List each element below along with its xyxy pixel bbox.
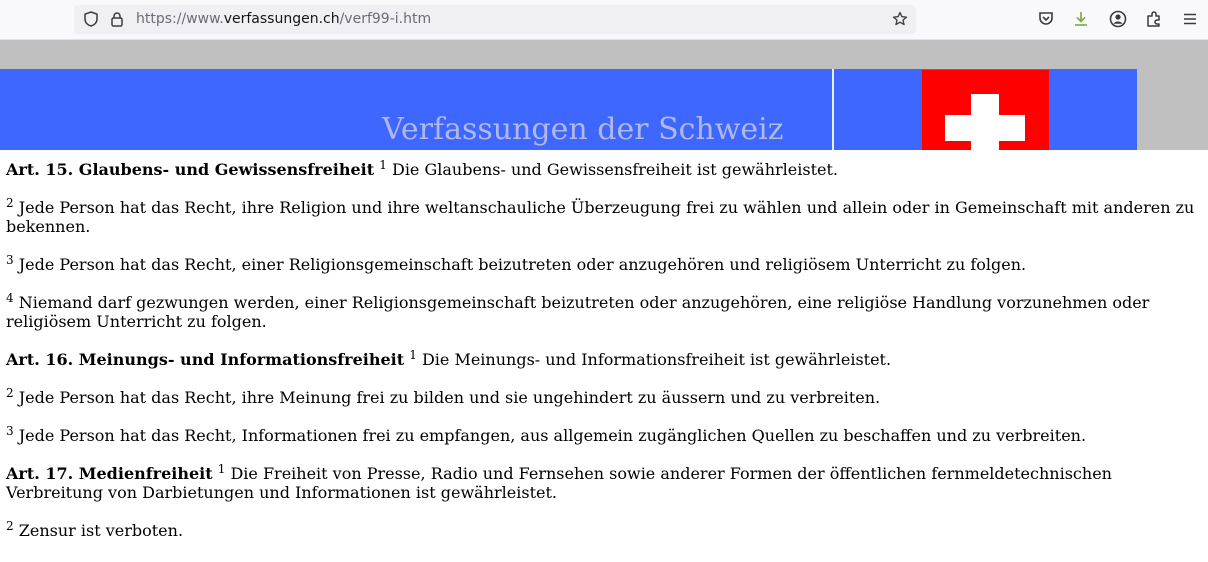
flag-cross-horizontal	[945, 115, 1025, 141]
article-paragraph	[6, 255, 1202, 274]
paragraph-number: 1	[379, 158, 387, 172]
account-icon[interactable]	[1109, 10, 1127, 28]
download-icon[interactable]	[1072, 10, 1090, 28]
paragraph-number: 2	[6, 386, 14, 400]
article-paragraph	[6, 293, 1202, 331]
article-heading: Art. 15. Glaubens- und Gewissensfreiheit	[6, 160, 375, 179]
site-title: Verfassungen der Schweiz	[382, 112, 784, 147]
paragraph-text: Die Freiheit von Presse, Radio und Fernsehen sowie anderer Formen der öffentlichen fernmeldetechnischen Verbreitung von Darbietungen und Informationen ist gewährleistet.	[6, 464, 1112, 502]
banner-divider	[832, 69, 834, 150]
url-bar[interactable]	[74, 5, 916, 34]
swiss-flag-icon	[922, 70, 1049, 150]
paragraph-number: 3	[6, 253, 14, 267]
extensions-icon[interactable]	[1145, 10, 1163, 28]
article-heading: Art. 17. Medienfreiheit	[6, 464, 213, 483]
article-paragraph	[6, 464, 1202, 502]
paragraph-text: Jede Person hat das Recht, Informationen frei zu empfangen, aus allgemein zugänglichen Quellen zu beschaffen und zu verbreiten.	[18, 426, 1087, 445]
paragraph-text: Jede Person hat das Recht, ihre Religion und ihre weltanschauliche Überzeugung frei zu wählen und allein oder in Gemeinschaft mit anderen zu bekennen.	[6, 198, 1195, 236]
paragraph-number: 2	[6, 519, 14, 533]
url-domain: verfassungen.ch	[223, 11, 340, 27]
bookmark-star-icon[interactable]	[892, 11, 908, 27]
article-paragraph	[6, 160, 1202, 179]
article-paragraph	[6, 521, 1202, 540]
pocket-icon[interactable]	[1037, 10, 1055, 28]
article-paragraph	[6, 350, 1202, 369]
shield-icon[interactable]	[83, 11, 99, 27]
url-text[interactable]	[136, 11, 431, 27]
url-path: /verf99-i.htm	[339, 11, 432, 27]
menu-icon[interactable]	[1181, 10, 1199, 28]
article-paragraph	[6, 426, 1202, 445]
browser-toolbar	[0, 0, 1208, 40]
paragraph-number: 2	[6, 196, 14, 210]
paragraph-text: Jede Person hat das Recht, ihre Meinung frei zu bilden und sie ungehindert zu äussern und zu verbreiten.	[18, 388, 881, 407]
paragraph-text: Jede Person hat das Recht, einer Religionsgemeinschaft beizutreten oder anzugehören und religiösem Unterricht zu folgen.	[18, 255, 1027, 274]
paragraph-text: Niemand darf gezwungen werden, einer Religionsgemeinschaft beizutreten oder anzugehören, eine religiöse Handlung vorzunehmen oder religiösem Unterricht zu folgen.	[6, 293, 1150, 331]
article-paragraph	[6, 198, 1202, 236]
paragraph-text: Die Glaubens- und Gewissensfreiheit ist gewährleistet.	[391, 160, 838, 179]
paragraph-number: 1	[409, 348, 417, 362]
paragraph-number: 4	[6, 291, 14, 305]
article-paragraph	[6, 388, 1202, 407]
constitution-text	[6, 160, 1202, 559]
paragraph-number: 1	[217, 462, 226, 476]
lock-icon[interactable]	[109, 11, 125, 27]
paragraph-text: Die Meinungs- und Informationsfreiheit ist gewährleistet.	[421, 350, 892, 369]
url-prefix: https://www.	[136, 11, 224, 27]
article-heading: Art. 16. Meinungs- und Informationsfreiheit	[6, 350, 405, 369]
paragraph-text: Zensur ist verboten.	[18, 521, 184, 540]
paragraph-number: 3	[6, 424, 14, 438]
